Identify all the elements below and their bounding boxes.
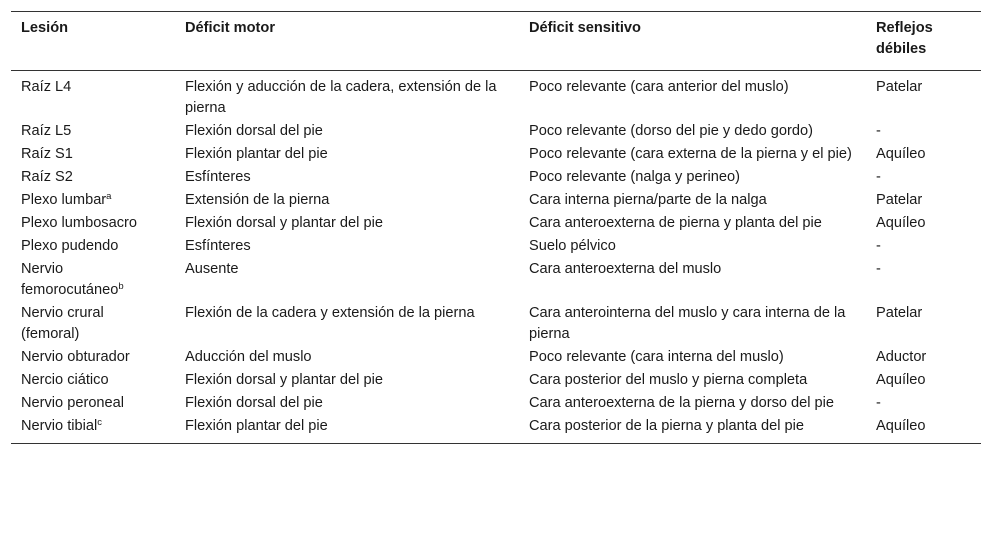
cell-lesion: Nervio crural (femoral) <box>21 305 104 342</box>
cell-reflejos: Aquíleo <box>876 215 926 231</box>
table-row <box>11 345 981 368</box>
table-header <box>11 12 981 71</box>
cell-lesion: Plexo pudendo <box>21 238 119 254</box>
cell-reflejos: - <box>876 238 881 254</box>
cell-motor: Aducción del muslo <box>185 349 312 365</box>
cell-lesion: Plexo lumbosacro <box>21 215 137 231</box>
table-row <box>11 71 981 120</box>
cell-sensitivo: Suelo pélvico <box>529 238 616 254</box>
cell-reflejos: Aquíleo <box>876 146 926 162</box>
cell-reflejos: - <box>876 169 881 185</box>
cell-sensitivo: Poco relevante (nalga y perineo) <box>529 169 740 185</box>
table-row <box>11 234 981 257</box>
cell-reflejos: - <box>876 261 881 277</box>
table-body <box>11 71 981 444</box>
cell-lesion: Nercio ciático <box>21 372 109 388</box>
cell-motor: Flexión dorsal del pie <box>185 395 323 411</box>
table-row <box>11 211 981 234</box>
footnote-marker: b <box>118 281 124 292</box>
cell-reflejos: Patelar <box>876 192 923 208</box>
cell-motor: Flexión de la cadera y extensión de la pierna <box>185 305 475 321</box>
cell-sensitivo: Cara posterior de la pierna y planta del pie <box>529 418 805 434</box>
cell-sensitivo: Cara anteroexterna de pierna y planta del pie <box>529 215 822 231</box>
cell-lesion: Plexo lumbar$^a$ <box>21 191 112 208</box>
cell-reflejos: Aductor <box>876 349 927 365</box>
table-row <box>11 142 981 165</box>
header-deficit-sensitivo: Déficit sensitivo <box>529 20 641 36</box>
cell-motor: Flexión plantar del pie <box>185 146 328 162</box>
cell-sensitivo: Cara interna pierna/parte de la nalga <box>529 192 767 208</box>
cell-lesion: Raíz L4 <box>21 79 72 95</box>
cell-reflejos: Aquíleo <box>876 418 926 434</box>
table-row <box>11 119 981 142</box>
cell-sensitivo: Poco relevante (cara externa de la pierna y el pie) <box>529 146 852 162</box>
cell-motor: Flexión dorsal y plantar del pie <box>185 372 383 388</box>
header-reflejos-debiles: Reflejos débiles <box>876 20 933 57</box>
cell-motor: Ausente <box>185 261 239 277</box>
table-row <box>11 165 981 188</box>
header-lesion: Lesión <box>21 20 69 36</box>
cell-sensitivo: Cara anteroexterna del muslo <box>529 261 722 277</box>
cell-sensitivo: Cara anteroexterna de la pierna y dorso del pie <box>529 395 835 411</box>
cell-motor: Esfínteres <box>185 169 251 185</box>
lesion-deficit-table <box>11 11 981 444</box>
cell-sensitivo: Poco relevante (cara interna del muslo) <box>529 349 784 365</box>
cell-reflejos: Aquíleo <box>876 372 926 388</box>
cell-motor: Extensión de la pierna <box>185 192 330 208</box>
cell-lesion: Nervio femorocutáneo$^b$ <box>21 261 124 298</box>
table-row <box>11 301 981 345</box>
table-row <box>11 188 981 211</box>
table-container <box>11 11 981 444</box>
cell-lesion: Raíz S1 <box>21 146 73 162</box>
cell-motor: Flexión plantar del pie <box>185 418 328 434</box>
cell-sensitivo: Poco relevante (cara anterior del muslo) <box>529 79 789 95</box>
table-row <box>11 257 981 301</box>
footnote-marker: c <box>97 417 102 428</box>
cell-lesion: Raíz L5 <box>21 123 72 139</box>
cell-sensitivo: Cara anterointerna del muslo y cara interna de la pierna <box>529 305 846 342</box>
table-row <box>11 391 981 414</box>
cell-lesion: Nervio peroneal <box>21 395 125 411</box>
cell-lesion: Nervio tibial$^c$ <box>21 417 102 434</box>
cell-motor: Flexión dorsal y plantar del pie <box>185 215 383 231</box>
cell-motor: Esfínteres <box>185 238 251 254</box>
cell-reflejos: - <box>876 123 881 139</box>
cell-reflejos: Patelar <box>876 79 923 95</box>
footnote-marker: a <box>106 191 112 202</box>
table-row <box>11 368 981 391</box>
cell-reflejos: - <box>876 395 881 411</box>
cell-sensitivo: Cara posterior del muslo y pierna completa <box>529 372 808 388</box>
cell-sensitivo: Poco relevante (dorso del pie y dedo gordo) <box>529 123 813 139</box>
cell-lesion: Nervio obturador <box>21 349 130 365</box>
header-row <box>11 12 981 71</box>
cell-motor: Flexión dorsal del pie <box>185 123 323 139</box>
table-row <box>11 414 981 444</box>
header-deficit-motor: Déficit motor <box>185 20 275 36</box>
cell-motor: Flexión y aducción de la cadera, extensión de la pierna <box>185 79 497 116</box>
cell-reflejos: Patelar <box>876 305 923 321</box>
cell-lesion: Raíz S2 <box>21 169 73 185</box>
